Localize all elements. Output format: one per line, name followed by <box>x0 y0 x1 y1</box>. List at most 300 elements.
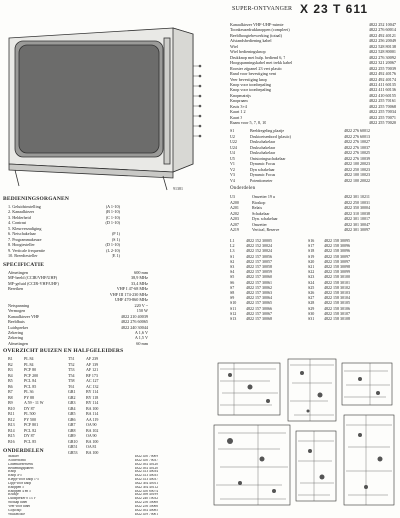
parts-list <box>8 455 158 517</box>
spec-row-cell: 38,9 MHz <box>131 275 148 281</box>
parts-mid-cell: V2 <box>230 166 235 172</box>
tube-cell: T51 <box>68 356 75 361</box>
parts-top-row-cell: Knop voor toonbepaling <box>230 87 271 93</box>
coil-cell: 4822 158 30107 <box>324 310 350 316</box>
parts-right-cell: Bioskop <box>252 199 266 205</box>
parts-mid-cell: Dynamic Focus <box>250 161 276 166</box>
parts-top-row-cell: Knop voor toonbepaling <box>230 81 271 87</box>
coils-table <box>230 238 396 321</box>
control-row-cell: 1. Geluidsinstelling <box>8 204 41 209</box>
coil-cell: S17 <box>308 243 315 249</box>
tube-cell: T54 <box>68 372 75 378</box>
tube-cell: GR8 <box>68 427 76 433</box>
tube-cell: GR6 <box>68 416 76 422</box>
spec-row-cell: VHF I 47-68 MHz <box>116 286 148 292</box>
part-row-cell: 4822 240 10032 <box>134 497 158 501</box>
coil-cell: 4822 158 30097 <box>324 258 350 264</box>
parts-top-row-cell: Afstandsbediening kabel <box>230 38 272 44</box>
part-row-cell: Luidspreker 0 13 V <box>8 497 36 501</box>
parts-top-row-cell: 4822 276 30092 <box>368 54 396 60</box>
part-row-cell: 4822 256 30066 <box>134 504 158 508</box>
coil-cell: S7 <box>230 284 235 290</box>
spec-row-cell: 60 mm <box>136 340 148 346</box>
parts-list-controls <box>230 128 396 183</box>
tube-cell: BF 173 <box>86 372 98 378</box>
tube-cell: B4 <box>8 372 13 378</box>
tube-cell: BA 114 <box>86 411 99 416</box>
coil-cell: S6 <box>230 279 235 285</box>
tube-cell: BA 100 <box>86 405 99 411</box>
part-row-cell: 4822 492 40011 <box>134 481 158 485</box>
part-row-cell: 4822 450 70037 <box>134 458 158 462</box>
part-row-cell: Klepje voor knop 1-5 <box>8 478 39 482</box>
tube-cell: AC 127 <box>86 378 99 383</box>
parts-top-row-cell: Rooster zijpanel 23 vert plastic <box>230 65 283 71</box>
coil-cell: 4822 157 30058 <box>246 264 272 270</box>
coil-cell: 4822 157 30062 <box>246 284 272 290</box>
coil-cell: S30 <box>308 310 315 316</box>
control-row-cell: (D 1-10) <box>105 220 120 226</box>
parts-mid-cell: 4822 276 10039 <box>344 155 370 161</box>
tube-cell: OA 90 <box>86 422 97 427</box>
tube-cell: PCL 85 <box>24 438 37 444</box>
circuit-board-drawings <box>210 355 400 518</box>
parts-mid-cell: Drukschakelaar <box>250 150 276 155</box>
control-row-cell: 10. Breedtesteller <box>8 253 38 259</box>
parts-top-row-cell: 4822 276 60014 <box>368 27 396 33</box>
coil-cell: S20 <box>308 258 315 264</box>
coil-cell: 4822 158 30103 <box>324 290 350 296</box>
coil-cell: S28 <box>308 300 315 306</box>
parts-top-row-cell: 4822 528 80138 <box>368 43 396 49</box>
coil-cell: 4822 158 30106 <box>324 305 350 311</box>
part-row-cell: 4822 413 40034 <box>134 470 158 474</box>
part-row-cell: Lipje voor knop <box>8 481 32 485</box>
parts-top-row-cell: Kruis 3+4 <box>230 103 247 109</box>
coil-cell: 4822 158 30104 <box>324 295 350 301</box>
control-row-cell: 8. Hoogtesteller <box>8 242 35 248</box>
coil-cell: S1 <box>230 253 235 259</box>
parts-right-cell: Relais <box>252 205 262 210</box>
parts-right-cell: A201 <box>230 205 239 210</box>
parts-top-row-cell: 4822 492 40174 <box>368 76 396 82</box>
coil-cell: 4822 157 30065 <box>246 300 272 306</box>
part-row-cell: Knop 4-5 <box>8 474 22 478</box>
tube-cell: B11 <box>8 411 15 416</box>
part-row-cell: 4822 492 40085 <box>134 508 158 512</box>
tube-cell: DY 87 <box>24 433 35 438</box>
section-heading-parts-right: Onderdelen <box>230 186 256 191</box>
coil-cell: 4822 158 30097 <box>324 253 350 259</box>
coil-cell: S24 <box>308 279 315 285</box>
coil-cell: S3 <box>230 264 235 270</box>
tube-cell: AC 132 <box>86 383 99 389</box>
parts-top-row-cell: Knopmatrijs <box>230 92 251 98</box>
tube-cell: BY 114 <box>86 400 99 405</box>
coil-cell: 4822 157 30068 <box>246 316 272 322</box>
coil-cell: S10 <box>230 300 237 306</box>
control-row-cell: (D 1-10) <box>105 242 120 248</box>
tube-cell: T61 <box>68 383 75 389</box>
tube-cell: OA 81 <box>86 444 97 449</box>
parts-right-cell: A207 <box>230 221 239 227</box>
tube-cell: B9 <box>8 400 13 405</box>
control-row-cell: (L 2-10) <box>106 247 120 253</box>
control-row-cell: (B 1-10) <box>105 209 120 215</box>
part-row-cell: Achterwand <box>8 458 26 462</box>
control-row-cell: (E 1) <box>111 253 120 259</box>
parts-right-cell: A202 <box>230 210 239 216</box>
parts-right-cell: 4822 250 10031 <box>344 199 370 205</box>
model-number: X 23 T 611 <box>300 2 369 16</box>
coil-cell: S8 <box>230 290 235 296</box>
coil-cell: 4822 158 30100 <box>324 274 350 280</box>
parts-mid-cell: U2 <box>230 133 235 139</box>
parts-top-row-cell: 4822 492 40176 <box>368 71 396 77</box>
spec-row-cell: 4822 210 40039 <box>120 313 148 319</box>
control-row <box>8 253 120 258</box>
tube-cell: PCF 200 <box>24 372 39 378</box>
coil-cell: S2 <box>230 258 235 264</box>
parts-mid-cell: Dynamic Focus <box>250 172 276 177</box>
coil-cell: 4822 158 30096 <box>324 248 350 254</box>
tube-cell: PCF 801 <box>24 422 39 427</box>
parts-top-row-cell: Beeldhoogtebewerking (totaal) <box>230 32 282 38</box>
parts-top-row-cell: Kaart 3 <box>230 114 243 120</box>
parts-right-cell: 4822 301 10211 <box>344 194 370 199</box>
control-row-cell: 4. Contrast <box>8 220 27 226</box>
coil-cell: S27 <box>308 295 315 301</box>
parts-top-row-cell: 4822 492 40121 <box>368 32 396 38</box>
control-row-cell: 6. Netschakelaar <box>8 231 36 237</box>
tube-cell: PCL 85 <box>24 383 37 389</box>
coil-cell: 4822 152 30005 <box>246 238 272 243</box>
part-row-cell: 4822 413 40035 <box>134 474 158 478</box>
coil-cell: L3 <box>230 248 235 254</box>
television-illustration <box>3 14 213 194</box>
coil-cell: 4822 157 30060 <box>246 274 272 280</box>
parts-top-row-cell: 4822 255 70039 <box>368 65 396 71</box>
part-row-cell: Knop <box>8 470 16 474</box>
coil-cell: S4 <box>230 269 235 275</box>
coil-cell: 4822 158 30102 <box>324 284 350 290</box>
part-row-cell: Stofkap tuner <box>8 501 28 505</box>
parts-top-row-cell: Drukknop met hulp. bediend 6, 7 <box>230 54 286 60</box>
parts-mid-cell: V1 <box>230 161 235 166</box>
section-heading-tubes: OVERZICHT BUIZEN EN HALFGELEIDERS <box>3 348 124 354</box>
tube-cell: GR3 <box>68 400 76 405</box>
tube-cell: B14 <box>8 427 15 433</box>
control-row-cell: 2. Kanaalkiezer <box>8 209 35 215</box>
parts-top-row-cell: Kaart 1 2 <box>230 109 246 115</box>
parts-right-cell: A203 <box>230 216 239 221</box>
part-row-cell: Knoppen 4 en 5 <box>8 489 31 493</box>
controls-list <box>8 204 120 259</box>
coil-cell: S16 <box>308 238 315 243</box>
coil-cell: S26 <box>308 290 315 296</box>
spec-row-cell: 150 W <box>136 308 148 314</box>
parts-list-top <box>230 22 396 126</box>
tube-cell: BA 100 <box>86 449 99 455</box>
tube-cell: B12 <box>8 416 15 422</box>
spec-row-cell: Afmetingen <box>8 270 29 275</box>
coil-cell: 4822 158 30095 <box>324 238 350 243</box>
tubes-table <box>8 356 154 455</box>
tube-cell: PCL 84 <box>24 378 37 383</box>
spec-row-cell: UHF 470-860 MHz <box>114 297 148 303</box>
parts-top-row-cell: 4822 255 70068 <box>368 103 396 109</box>
part-row-cell: 4822 450 70009 <box>134 455 158 458</box>
parts-right-cell: 4822 350 30004 <box>344 205 370 210</box>
tube-cell: B2 <box>8 361 13 367</box>
parts-right-cell: 4822 301 30097 <box>344 227 370 232</box>
tube-cell: B5 <box>8 378 13 383</box>
tube-cell: B10 <box>8 405 15 411</box>
control-row-cell: (S 1) <box>111 236 120 242</box>
parts-right-cell: Omzetter <box>252 221 267 227</box>
coil-cell: L1 <box>230 238 235 243</box>
parts-mid-cell: Ontstoringsschakelaar <box>250 155 286 161</box>
coil-cell: 4822 158 30105 <box>324 300 350 306</box>
coil-cell: 4822 152 30024 <box>246 248 272 254</box>
part-row-cell: 4822 450 60074 <box>134 489 158 493</box>
section-heading-controls: BEDIENINGSORGANEN <box>3 196 70 202</box>
parts-top-row <box>230 120 396 125</box>
section-heading-specification: SPECIFICATIE <box>3 262 45 268</box>
tube-cell: GR53 <box>68 449 78 455</box>
section-heading-parts: ONDERDELEN <box>3 448 44 454</box>
parts-right-cell: 4822 301 30047 <box>344 221 370 227</box>
coil-cell: 4822 158 30101 <box>324 279 350 285</box>
document-subtitle: SUPER-ONTVANGER <box>232 6 293 12</box>
spec-row-cell: 600 mm <box>134 270 148 275</box>
tube-cell: PCL 82 <box>24 427 37 433</box>
coil-cell: S11 <box>230 305 237 311</box>
coil-cell: S5 <box>230 274 235 280</box>
coil-cell: 4822 152 30024 <box>246 243 272 249</box>
parts-top-row-cell: Raam voor 5, 7, 8, 10 <box>230 120 267 126</box>
parts-top-row-cell: 4822 528 80001 <box>368 49 396 55</box>
control-row-cell: (P 1) <box>111 231 120 237</box>
coil-cell: S25 <box>308 284 315 290</box>
tube-cell: PL 84 <box>24 356 34 361</box>
parts-mid-cell: 4822 276 60012 <box>344 128 370 133</box>
coil-cell: S19 <box>308 253 315 259</box>
coil-cell: S9 <box>230 295 235 301</box>
parts-top-row-cell: Hoogspanningskabel met trekk kabel <box>230 60 293 66</box>
coil-cell: 4822 157 30063 <box>246 290 272 296</box>
tube-cell: GR2 <box>68 394 76 400</box>
spec-row-cell: Zekering <box>8 335 24 341</box>
part-row-cell: 4822 492 40120 <box>134 466 158 470</box>
parts-mid-cell: 4822 276 10027 <box>344 139 370 144</box>
parts-mid-cell: 4822 276 10025 <box>344 150 370 155</box>
parts-mid-cell: 4822 276 10037 <box>344 144 370 150</box>
spec-row-cell: Afmetingen <box>8 340 29 346</box>
tube-cell: GR51 <box>68 444 78 449</box>
spec-row-cell: Vermogen <box>8 308 26 314</box>
tube-cell: B13 <box>8 422 15 427</box>
part-row-cell: Glijschijf <box>8 508 22 512</box>
spec-row-cell: VHF III 174-230 MHz <box>109 291 148 297</box>
tube-cell: PCF 80 <box>24 367 37 372</box>
tube-cell: BA 102 <box>86 427 99 433</box>
part-row-cell: 4822 459 70001 <box>134 512 158 516</box>
parts-top-row-cell: Kanaalkiezer VHF-UHF-ruimte <box>230 22 284 27</box>
parts-mid-cell: 4822 100 10023 <box>344 172 370 177</box>
coil-cell: S18 <box>308 248 315 254</box>
parts-top-row-cell: 4822 411 60136 <box>368 87 396 93</box>
parts-mid-cell: U4 <box>230 150 235 155</box>
coil-cell: 4822 157 30066 <box>246 305 272 311</box>
tube-cell: B7 <box>8 389 13 394</box>
spec-row-cell: Zekering <box>8 329 24 335</box>
spec-row-cell: MF-beeld (CCIR/VHF/UHF) <box>8 275 58 281</box>
coil-cell: S22 <box>308 269 315 275</box>
parts-top-row-cell: 4822 255 70161 <box>368 98 396 104</box>
coil-cell: 4822 157 30067 <box>246 310 272 316</box>
parts-mid-cell: 4822 100 20022 <box>344 177 370 183</box>
part-row-cell: Veer voor tuner <box>8 504 31 508</box>
tube-cell: BY 114 <box>86 389 99 394</box>
tube-cell: PL 84 <box>24 361 34 367</box>
control-row-cell: (A 1-10) <box>105 204 120 209</box>
part-row-cell: 4822 498 40199 <box>134 493 158 497</box>
tube-cell: BY 118 <box>86 394 99 400</box>
spec-row-cell: 4822 240 30044 <box>120 324 148 330</box>
parts-right-cell: Dyn. schakelaar <box>252 216 278 221</box>
tube-cell: PL 500 <box>24 411 36 416</box>
parts-mid-cell: S1 <box>230 128 235 133</box>
spec-row-cell: 33,4 MHz <box>131 280 148 286</box>
part-row-cell: Wikkelfolie <box>8 512 26 516</box>
tube-cell: DY 87 <box>24 405 35 411</box>
spec-row-cell: 220 V ~ <box>134 302 148 308</box>
parts-top-row-cell: 4822 411 60135 <box>368 81 396 87</box>
parts-right-cell: Vertical, Reserve <box>252 227 280 232</box>
parts-right-cell: Schakelaar <box>252 210 270 216</box>
parts-right-cell: Omzetter 19 u <box>252 194 275 199</box>
control-row-cell: 3. Helderheid <box>8 214 31 220</box>
control-row-cell: 7. Programmakeuze <box>8 236 42 242</box>
spec-row-cell: MF-geluid (CCIR-VHF/UHF) <box>8 280 59 286</box>
tube-cell: B15 <box>8 433 15 438</box>
coil-cell: S13 <box>230 316 237 322</box>
tube-cell: GR7 <box>68 422 76 427</box>
coil-cell: 4822 157 30059 <box>246 269 272 275</box>
parts-mid-cell: U22 <box>230 139 237 144</box>
control-row-cell: 5. Kleurverzadiging <box>8 225 42 231</box>
tube-cell: GR4 <box>68 405 76 411</box>
parts-top-row-cell: 4822 252 10047 <box>368 22 396 27</box>
part-row-cell: Lattenkiezerwerk <box>8 462 34 466</box>
tube-cell: GR1 <box>68 389 76 394</box>
tube-cell: PY 88 <box>24 394 34 400</box>
tube-cell: GR9 <box>68 433 76 438</box>
coil-cell: 4822 158 30108 <box>324 316 350 322</box>
tube-cell: GR5 <box>68 411 76 416</box>
parts-right-cell: A219 <box>230 227 239 232</box>
spec-row-cell: Netspanning <box>8 302 30 308</box>
spec-row-cell: 4822 276 60065 <box>120 319 148 325</box>
tube-cell: B1 <box>8 356 13 361</box>
figure-caption: 91381 <box>173 186 183 191</box>
spec-row-cell: Luidspreker <box>8 324 29 330</box>
tube-cell: B3 <box>8 367 13 372</box>
parts-mid-cell: U5 <box>230 155 235 161</box>
tube-cell: B16 <box>8 438 15 444</box>
parts-mid-cell: U24 <box>230 144 237 150</box>
coil-cell: 4822 157 30061 <box>246 279 272 285</box>
part-row-cell: 4822 492 40120 <box>134 462 158 466</box>
parts-mid-cell: Potentiometer <box>250 177 273 183</box>
spec-row-cell: Beeldbuis <box>8 319 25 325</box>
parts-top-row-cell: Wiel bedieningsknop <box>230 49 266 55</box>
tube-cell: AF 121 <box>86 367 99 372</box>
control-row-cell: 9. Verticale frequentie <box>8 247 46 253</box>
tube-cell: OA 90 <box>86 433 97 438</box>
parts-top-row-cell: 4822 321 20067 <box>368 60 396 66</box>
parts-top-row-cell: 4822 255 70034 <box>368 109 396 115</box>
coil-cell: S21 <box>308 264 315 270</box>
spec-row-cell: Kanaalkiezer VHF <box>8 313 40 319</box>
tube-cell: PL 36 <box>24 389 34 394</box>
parts-right-cell: U3 <box>230 194 235 199</box>
parts-top-row-cell: Rand voor bevestiging vent <box>230 71 277 77</box>
parts-top-row-cell: Veer bevestiging knop <box>230 76 268 82</box>
part-row-cell: Knoppen 5 <box>8 485 24 489</box>
parts-mid-cell: V3 <box>230 172 235 177</box>
parts-mid-cell: 4822 250 10023 <box>344 166 370 172</box>
coil-cell: 4822 158 30099 <box>324 269 350 275</box>
parts-mid-cell: 4822 276 60013 <box>344 133 370 139</box>
part-row-cell: Kruisje <box>8 493 19 497</box>
parts-right-cell: A200 <box>230 199 239 205</box>
parts-top-row-cell: Knopraam <box>230 98 248 104</box>
tube-cell: AF 139 <box>86 361 99 367</box>
part-row-cell: 4822 256 30068 <box>134 501 158 505</box>
parts-mid-cell: Druktoetsenbord (plastic) <box>250 133 291 139</box>
spec-row-cell: A 1,6 V <box>134 329 148 335</box>
parts-top-row-cell: Wiel <box>230 43 238 49</box>
tube-cell: BA 100 <box>86 438 99 444</box>
coil-cell: 4822 157 30064 <box>246 295 272 301</box>
tube-cell: T52 <box>68 361 75 367</box>
parts-mid-cell: Beeldregeling plaatje <box>250 128 285 133</box>
parts-top-row-cell: 4822 255 70020 <box>368 120 396 126</box>
spec-row-cell: Bereiken <box>8 286 24 292</box>
coil-cell: 4822 158 30098 <box>324 264 350 270</box>
coil-cell: S29 <box>308 305 315 311</box>
tube-cell: AA 119 <box>86 416 99 422</box>
coil-cell: 4822 157 30056 <box>246 253 272 259</box>
specification-list <box>8 270 148 346</box>
tube-cell: A 59 - 11 W <box>24 400 44 405</box>
coil-cell: S12 <box>230 310 237 316</box>
part-row <box>8 513 158 517</box>
parts-list-right <box>230 194 396 233</box>
tube-cell: B8 <box>8 394 13 400</box>
tube-cell: T58 <box>68 378 75 383</box>
parts-mid-cell: Drukschakelaar <box>250 144 276 150</box>
tube-cell: AF 239 <box>86 356 99 361</box>
tube-cell: B6 <box>8 383 13 389</box>
part-row-cell: Bedieningspaneel <box>8 466 34 470</box>
part-row-cell: 4822 492 40112 <box>134 485 158 489</box>
coil-cell: S23 <box>308 274 315 280</box>
parts-mid-cell: Dyn schakelaar <box>250 166 275 172</box>
parts-top-row-cell: Toonkeuzedrukknoppen (compleet) <box>230 27 290 33</box>
